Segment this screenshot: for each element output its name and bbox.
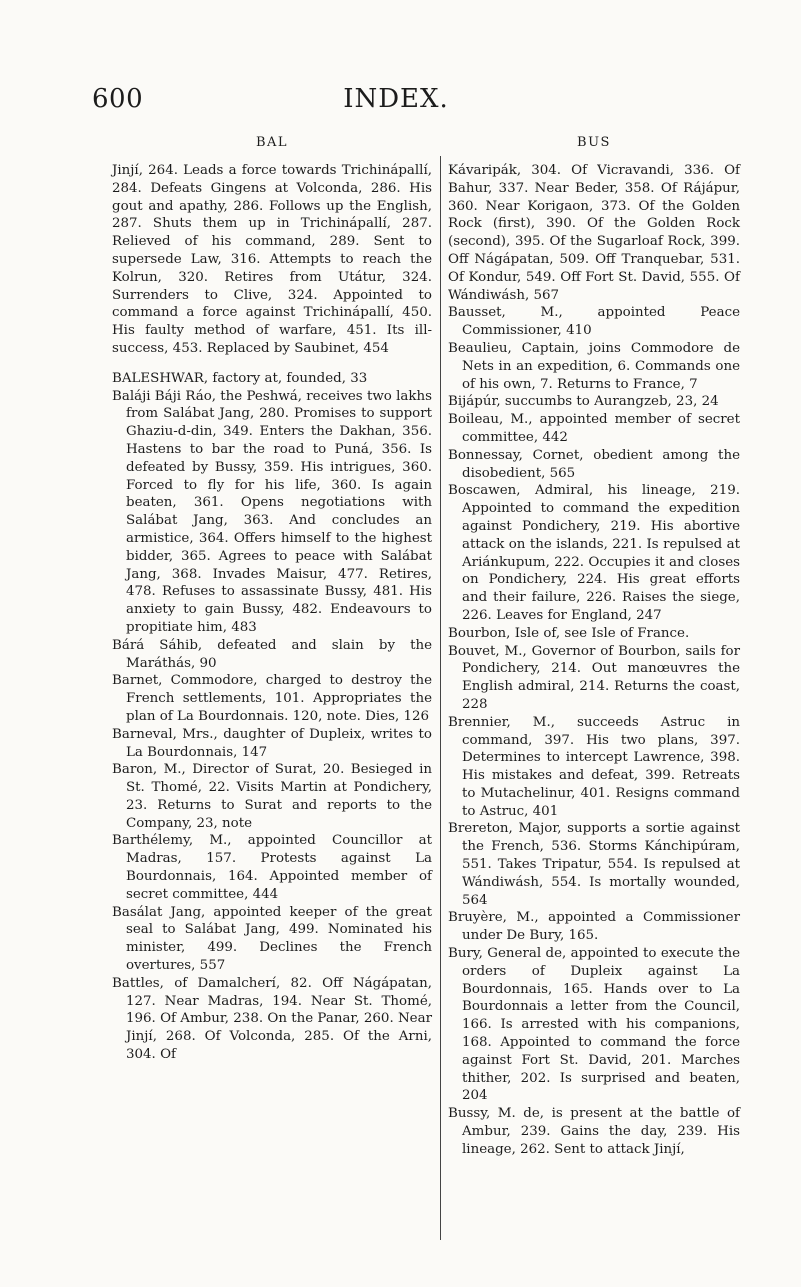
index-entry: Basálat Jang, appointed keeper of the great seal to Salábat Jang, 499. Nominated his minister, 499. Declines the French overtures, 557: [112, 904, 432, 974]
index-entry: Bonnessay, Cornet, obedient among the disobedient, 565: [448, 447, 740, 481]
right-column: [448, 136, 740, 1159]
index-entry: Bouvet, M., Governor of Bourbon, sails for Pondichery, 214. Out manœuvres the English admiral, 214. Returns the coast, 228: [448, 643, 740, 712]
index-entry: Beaulieu, Captain, joins Commodore de Nets in an expedition, 6. Commands one of his own, 7. Returns to France, 7: [448, 340, 740, 392]
index-entry: Bourbon, Isle of, see Isle of France.: [448, 625, 690, 641]
index-entry: Baron, M., Director of Surat, 20. Besieged in St. Thomé, 22. Visits Martin at Pondichery, 23. Returns to Surat and reports to the Company, 23, note: [112, 762, 432, 831]
left-running-head: BAL: [255, 135, 289, 150]
column-divider: [440, 156, 441, 1240]
left-column: [112, 136, 432, 1064]
index-entry: Barnet, Commodore, charged to destroy the French settlements, 101. Appropriates the plan of La Bourdonnais. 120, note. Dies, 126: [112, 673, 432, 724]
index-entry: Bijápúr, succumbs to Aurangzeb, 23, 24: [448, 394, 719, 410]
index-entry: Bausset, M., appointed Peace Commissioner, 410: [448, 305, 740, 339]
index-entry: Jinjí, 264. Leads a force towards Trichinápallí, 284. Defeats Gingens at Volconda, 286. His gout and apathy, 286. Follows up the English, 287. Shuts them up in Trichinápallí, 287. Relieved of his command, 289. Sent to supersede Law, 316. Attempts to reach the Kolrun, 320. Retires from Utátur, 324. Surrenders to Clive, 324. Appointed to command a force against Trichinápallí, 450. His faulty method of warfare, 451. Its ill-success, 453. Replaced by Saubinet, 454: [112, 163, 432, 356]
right-running-head: BUS: [577, 135, 611, 150]
index-entry: Bury, General de, appointed to execute the orders of Dupleix against La Bourdonnais, 165. Hands over to La Bourdonnais a letter from the Council, 166. Is arrested with his companions, 168. Appointed to command the force against Fort St. David, 201. Marches thither, 202. Is surprised and beaten, 204: [448, 946, 740, 1104]
index-entry: Boileau, M., appointed member of secret committee, 442: [448, 412, 740, 445]
index-entry: Battles, of Damalcherí, 82. Off Nágápatan, 127. Near Madras, 194. Near St. Thomé, 196. Of Ambur, 238. On the Panar, 260. Near Jinjí, 268. Of Volconda, 285. Of the Arni, 304. Of: [112, 975, 432, 1063]
index-entry: Bruyère, M., appointed a Commissioner under De Bury, 165.: [448, 910, 740, 944]
index-entry: Kávaripák, 304. Of Vicravandi, 336. Of Bahur, 337. Near Beder, 358. Of Rájápur, 360. Near Korigaon, 373. Of the Golden Rock (first), 390. Of the Golden Rock (second), 395. Of the Sugarloaf Rock, 399. Off Nágápatan, 509. Off Tranquebar, 531. Of Kondur, 549. Off Fort St. David, 555. Of Wándiwásh, 567: [448, 163, 740, 303]
index-entry: Bussy, M. de, is present at the battle of Ambur, 239. Gains the day, 239. His lineage, 262. Sent to attack Jinjí,: [448, 1106, 740, 1157]
index-entry: Brereton, Major, supports a sortie against the French, 536. Storms Kánchipúram, 551. Takes Tripatur, 554. Is repulsed at Wándiwásh, 554. Is mortally wounded, 564: [448, 821, 740, 908]
index-entry: Bárá Sáhib, defeated and slain by the Maráthás, 90: [112, 637, 432, 671]
page-title: INDEX.: [343, 84, 449, 114]
index-entry: Boscawen, Admiral, his lineage, 219. Appointed to command the expedition against Pondichery, 219. His abortive attack on the islands, 221. Is repulsed at Ariánkupum, 222. Occupies it and closes on Pondichery, 224. His great efforts and their failure, 226. Raises the siege, 226. Leaves for England, 247: [448, 483, 740, 623]
index-entry: Baláji Báji Ráo, the Peshwá, receives two lakhs from Salábat Jang, 280. Promises to support Ghaziu-d-din, 349. Enters the Dakhan, 356. Hastens to bar the road to Puná, 356. Is defeated by Bussy, 359. His intrigues, 360. Forced to fly for his life, 360. Is again beaten, 361. Opens negotiations with Salábat Jang, 363. And concludes an armistice, 364. Offers himself to the highest bidder, 365. Agrees to peace with Salábat Jang, 368. Invades Maisur, 477. Retires, 478. Refuses to assassinate Bussy, 481. His anxiety to gain Bussy, 482. Endeavours to propitiate him, 483: [112, 388, 432, 635]
index-entry: Barneval, Mrs., daughter of Dupleix, writes to La Bourdonnais, 147: [112, 726, 432, 760]
index-entry: Barthélemy, M., appointed Councillor at Madras, 157. Protests against La Bourdonnais, 164. Appointed member of secret committee, 444: [112, 833, 432, 902]
page-number: 600: [92, 84, 144, 114]
page-header: [92, 84, 700, 124]
index-entry: Brennier, M., succeeds Astruc in command, 397. His two plans, 397. Determines to intercept Lawrence, 398. His mistakes and defeat, 399. Retreats to Mutachelinur, 401. Resigns command to Astruc, 401: [448, 714, 740, 819]
index-entry: BALESHWAR, factory at, founded, 33: [112, 370, 368, 386]
